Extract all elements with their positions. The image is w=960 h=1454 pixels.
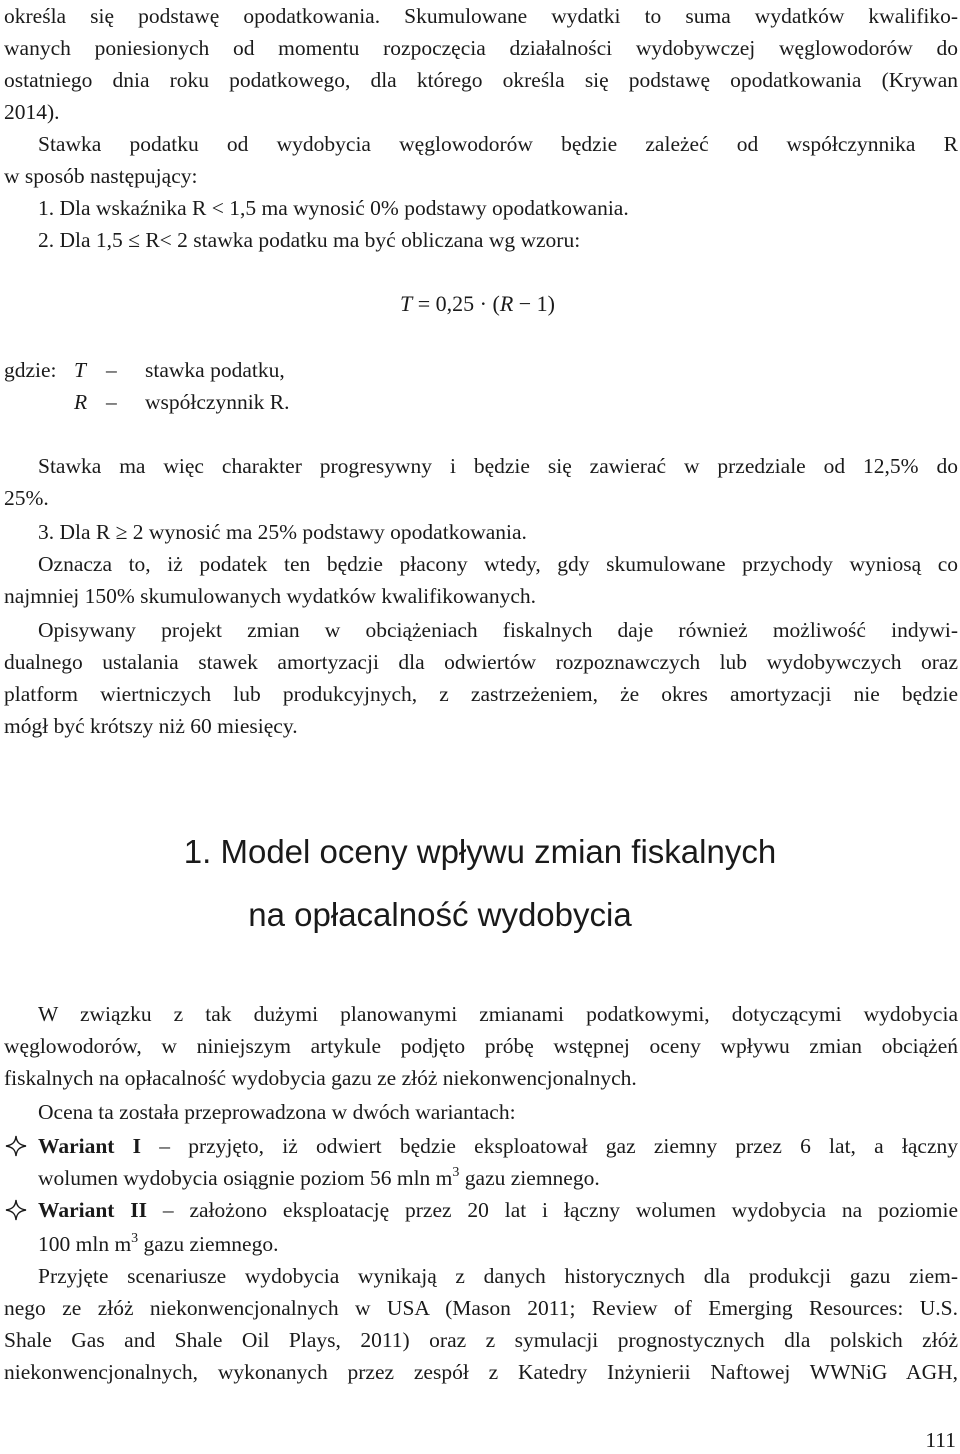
paragraph-line: Stawka podatku od wydobycia węglowodorów będzie zależeć od współczynnika R <box>38 132 958 156</box>
variant-text: gazu ziemnego. <box>459 1166 600 1190</box>
diamond-star-icon <box>4 1134 28 1158</box>
superscript: 3 <box>452 1165 460 1180</box>
paragraph-line: nego ze złóż niekonwencjonalnych w USA (Mason 2011; Review of Emerging Resources: U.S. <box>4 1296 958 1320</box>
paragraph-line: Oznacza to, iż podatek ten będzie płacony wtedy, gdy skumulowane przychody wyniosą co <box>38 552 958 576</box>
variant-text: gazu ziemnego. <box>138 1232 279 1256</box>
paragraph-line: mógł być krótszy niż 60 miesięcy. <box>4 714 298 738</box>
page-number: 111 <box>925 1428 956 1452</box>
variant-item-cont <box>38 1228 958 1260</box>
paragraph-line: 2014). <box>4 100 60 124</box>
paragraph-line: fiskalnych na opłacalność wydobycia gazu ze złóż niekonwencjonalnych. <box>4 1066 637 1090</box>
where-dash: – <box>106 358 117 382</box>
variant-item <box>38 1194 958 1226</box>
paragraph-line: W związku z tak dużymi planowanymi zmianami podatkowymi, dotyczącymi wydobycia <box>38 1002 958 1026</box>
paragraph-line: platform wiertniczych lub produkcyjnych, z zastrzeżeniem, że okres amortyzacji nie będzie <box>4 682 958 706</box>
variant-text: 100 mln m <box>38 1232 132 1256</box>
paragraph-line: najmniej 150% skumulowanych wydatków kwalifikowanych. <box>4 584 537 608</box>
rule-item: 1. Dla wskaźnika R < 1,5 ma wynosić 0% podstawy opodatkowania. <box>38 196 629 220</box>
formula-end: − 1) <box>513 291 555 316</box>
formula-symbol-r: R <box>499 291 514 316</box>
variant-item-cont <box>38 1162 958 1194</box>
superscript: 3 <box>131 1231 139 1246</box>
rule-item: 2. Dla 1,5 ≤ R< 2 stawka podatku ma być obliczana wg wzoru: <box>38 228 581 252</box>
section-heading: na opłacalność wydobycia <box>248 896 632 933</box>
where-symbol-t: T <box>74 358 86 382</box>
variant-text: wolumen wydobycia osiągnie poziom 56 mln m <box>38 1166 453 1190</box>
paragraph-line: w sposób następujący: <box>4 164 198 188</box>
tax-rate-formula <box>400 288 555 320</box>
rule-item: 3. Dla R ≥ 2 wynosić ma 25% podstawy opodatkowania. <box>38 520 527 544</box>
variant-text: – przyjęto, iż odwiert będzie eksploatował gaz ziemny przez 6 lat, a łączny <box>141 1134 958 1158</box>
paragraph-line: wanych poniesionych od momentu rozpoczęcia działalności wydobywczej węglowodorów do <box>4 36 958 60</box>
where-dash: – <box>106 390 117 414</box>
variant-text: – założono eksploatację przez 20 lat i łączny wolumen wydobycia na poziomie <box>147 1198 958 1222</box>
paragraph-line: dualnego ustalania stawek amortyzacji dla odwiertów rozpoznawczych lub wydobywczych oraz <box>4 650 958 674</box>
paragraph-line: Stawka ma więc charakter progresywny i będzie się zawierać w przedziale od 12,5% do <box>38 454 958 478</box>
formula-symbol-t: T <box>400 291 413 316</box>
variant-item <box>38 1130 958 1162</box>
where-desc-t: stawka podatku, <box>145 358 285 382</box>
paragraph-line: węglowodorów, w niniejszym artykule podjęto próbę wstępnej oceny wpływu zmian obciążeń <box>4 1034 958 1058</box>
paragraph-line: Przyjęte scenariusze wydobycia wynikają z danych historycznych dla produkcji gazu ziem- <box>38 1264 958 1288</box>
paragraph-line: 25%. <box>4 486 49 510</box>
paragraph-line: ostatniego dnia roku podatkowego, dla którego określa się podstawę opodatkowania (Krywan <box>4 68 958 92</box>
where-label: gdzie: <box>4 358 57 382</box>
where-symbol-r: R <box>74 390 88 414</box>
paragraph-line: niekonwencjonalnych, wykonanych przez zespół z Katedry Inżynierii Naftowej WWNiG AGH, <box>4 1360 958 1384</box>
variant-name: Wariant II <box>38 1198 148 1222</box>
paragraph-line: określa się podstawę opodatkowania. Skumulowane wydatki to suma wydatków kwalifiko- <box>4 4 958 28</box>
paragraph-line: Shale Gas and Shale Oil Plays, 2011) oraz z symulacji prognostycznych dla polskich złóż <box>4 1328 958 1352</box>
diamond-star-icon <box>4 1198 28 1222</box>
formula-middle: = 0,25 · ( <box>412 291 500 316</box>
where-desc-r: współczynnik R. <box>145 390 290 414</box>
variant-name: Wariant I <box>38 1134 142 1158</box>
paragraph-line: Ocena ta została przeprowadzona w dwóch wariantach: <box>38 1100 516 1124</box>
section-heading: 1. Model oceny wpływu zmian fiskalnych <box>183 833 777 870</box>
paragraph-line: Opisywany projekt zmian w obciążeniach fiskalnych daje również możliwość indywi- <box>38 618 958 642</box>
